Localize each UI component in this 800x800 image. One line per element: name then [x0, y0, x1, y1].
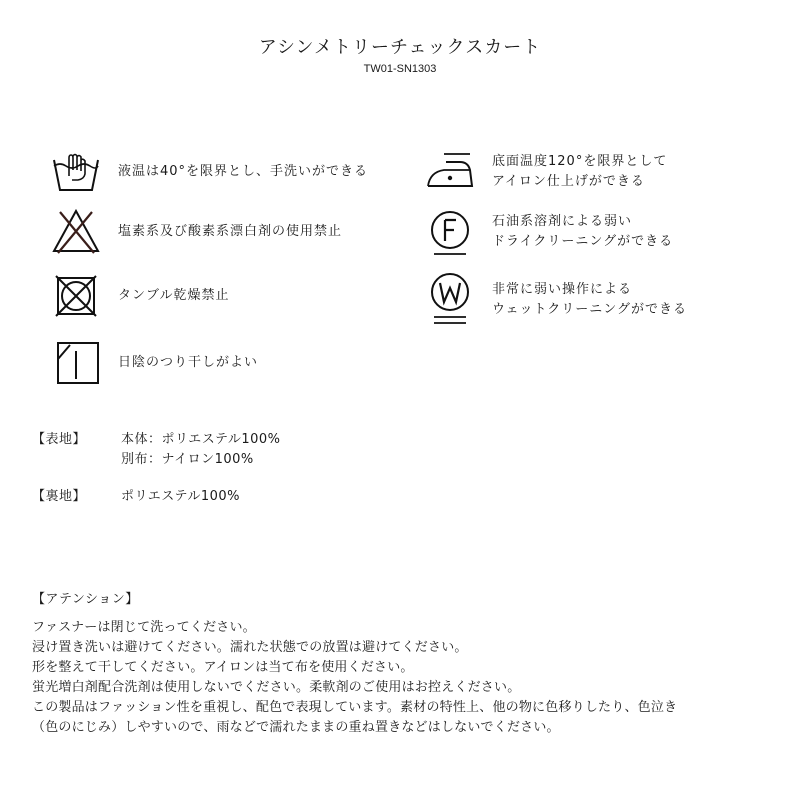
attention-line: 蛍光増白剤配合洗剤は使用しないでください。柔軟剤のご使用はお控えください。 — [32, 680, 521, 695]
material-outer — [32, 430, 281, 470]
care-text-line-2: ドライクリーニングができる — [492, 234, 674, 249]
care-text: タンブル乾燥禁止 — [118, 288, 230, 303]
wet-clean-w-icon — [424, 270, 476, 330]
care-wet-clean — [424, 270, 687, 330]
care-no-tumble-dry — [50, 270, 229, 322]
hand-wash-icon — [50, 146, 102, 198]
no-bleach-icon — [50, 206, 102, 258]
shade-hang-dry-icon — [50, 337, 102, 389]
care-text: 日陰のつり干しがよい — [118, 355, 259, 370]
care-dry-clean — [424, 206, 673, 258]
material-lining-line-1: ポリエステル100% — [121, 489, 240, 504]
iron-low-icon — [424, 146, 476, 198]
no-tumble-dry-icon — [50, 270, 102, 322]
attention-line: 浸け置き洗いは避けてください。濡れた状態での放置は避けてください。 — [32, 640, 468, 655]
material-lining-label: 【裏地】 — [32, 489, 87, 504]
material-outer-label: 【表地】 — [32, 432, 87, 447]
care-iron-low — [424, 146, 667, 198]
product-title: アシンメトリーチェックスカート — [258, 37, 542, 58]
material-outer-line-1: 本体：ポリエステル100% — [121, 432, 281, 447]
attention-line: 形を整えて干してください。アイロンは当て布を使用ください。 — [32, 660, 414, 675]
material-lining — [32, 487, 240, 507]
care-text-line-1: 石油系溶剤による弱い — [492, 214, 633, 229]
attention-line: この製品はファッション性を重視し、配色で表現しています。素材の特性上、他の物に色移りしたり、色泣き — [32, 700, 678, 715]
care-shade-hang-dry — [50, 337, 258, 389]
care-text-line-2: アイロン仕上げができる — [492, 174, 645, 189]
care-text: 液温は40°を限界とし、手洗いができる — [118, 164, 369, 179]
material-outer-line-2: 別布：ナイロン100% — [121, 452, 254, 467]
attention-line: （色のにじみ）しやすいので、雨などで濡れたままの重ね置きなどはしないでください。 — [32, 720, 560, 735]
attention-line: ファスナーは閉じて洗ってください。 — [32, 620, 256, 635]
product-code: TW01-SN1303 — [363, 63, 437, 75]
dry-clean-f-icon — [424, 206, 476, 258]
attention-notes — [32, 618, 792, 738]
care-text-line-1: 非常に弱い操作による — [492, 282, 633, 297]
care-text: 塩素系及び酸素系漂白剤の使用禁止 — [118, 224, 343, 239]
care-hand-wash — [50, 146, 368, 198]
care-text-line-2: ウェットクリーニングができる — [492, 302, 687, 317]
care-text-line-1: 底面温度120°を限界として — [492, 154, 668, 169]
attention-heading: 【アテンション】 — [32, 592, 139, 607]
care-no-bleach — [50, 206, 342, 258]
